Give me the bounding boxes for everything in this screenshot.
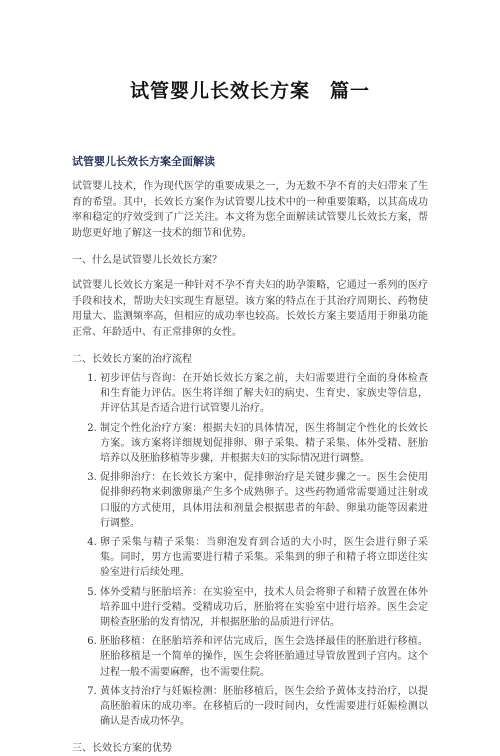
document-subtitle: 试管婴儿长效长方案全面解读 xyxy=(72,155,215,168)
list-item: 1. 初步评估与咨询：在开始长效长方案之前，夫妇需要进行全面的身体检查和生育能力评估。医生将详细了解夫妇的病史、生育史、家族史等信息，并评估其是否适合进行试管婴儿治疗。 xyxy=(100,371,428,417)
section-heading-3: 三、长效长方案的优势 xyxy=(72,743,172,755)
list-item: 7. 黄体支持治疗与妊娠检测：胚胎移植后，医生会给予黄体支持治疗，以提高胚胎着床的成功率。在移植后的一段时间内，女性需要进行妊娠检测以确认是否成功怀孕。 xyxy=(100,684,428,730)
list-item: 3. 促排卵治疗：在长效长方案中，促排卵治疗是关键步骤之一。医生会使用促排卵药物来刺激卵巢产生多个成熟卵子。这些药物通常需要通过注射或口服的方式使用，具体用法和剂量会根据患者的年龄、卵巢功能等因素进行调整。 xyxy=(100,470,428,531)
intro-paragraph: 试管婴儿技术，作为现代医学的重要成果之一，为无数不孕不育的夫妇带来了生育的希望。其中，长效长方案作为试管婴儿技术中的一种重要策略，以其高成功率和稳定的疗效受到了广泛关注。本文将为您全面解读试管婴儿长效长方案，帮助您更好地了解这一技术的细节和优势。 xyxy=(72,181,428,239)
section-heading-2: 二、长效长方案的治疗流程 xyxy=(72,354,192,365)
section-heading-1: 一、什么是试管婴儿长效长方案？ xyxy=(72,255,222,266)
treatment-steps-list xyxy=(72,371,428,729)
list-item: 4. 卵子采集与精子采集：当卵泡发育到合适的大小时，医生会进行卵子采集。同时，男方也需要进行精子采集。采集到的卵子和精子将立即送往实验室进行后续处理。 xyxy=(100,535,428,581)
section-1-paragraph: 试管婴儿长效长方案是一种针对不孕不育夫妇的助孕策略，它通过一系列的医疗手段和技术，帮助夫妇实现生育愿望。该方案的特点在于其治疗周期长、药物使用量大、监测频率高，但相应的成功率也较高。长效长方案主要适用于卵巢功能正常、年龄适中、有正常排卵的女性。 xyxy=(72,280,428,338)
list-item: 6. 胚胎移植：在胚胎培养和评估完成后，医生会选择最佳的胚胎进行移植。胚胎移植是一个简单的操作，医生会将胚胎通过导管放置到子宫内。这个过程一般不需要麻醉，也不需要住院。 xyxy=(100,634,428,680)
document-title: 试管婴儿长效长方案 篇一 xyxy=(129,80,370,102)
list-item: 5. 体外受精与胚胎培养：在实验室中，技术人员会将卵子和精子放置在体外培养皿中进行受精。受精成功后，胚胎将在实验室中进行培养。医生会定期检查胚胎的发育情况，并根据胚胎的品质进行评估。 xyxy=(100,585,428,631)
list-item: 2. 制定个性化治疗方案：根据夫妇的具体情况，医生将制定个性化的长效长方案。该方案将详细规划促排卵、卵子采集、精子采集、体外受精、胚胎培养以及胚胎移植等步骤，并根据夫妇的实际情况进行调整。 xyxy=(100,421,428,467)
